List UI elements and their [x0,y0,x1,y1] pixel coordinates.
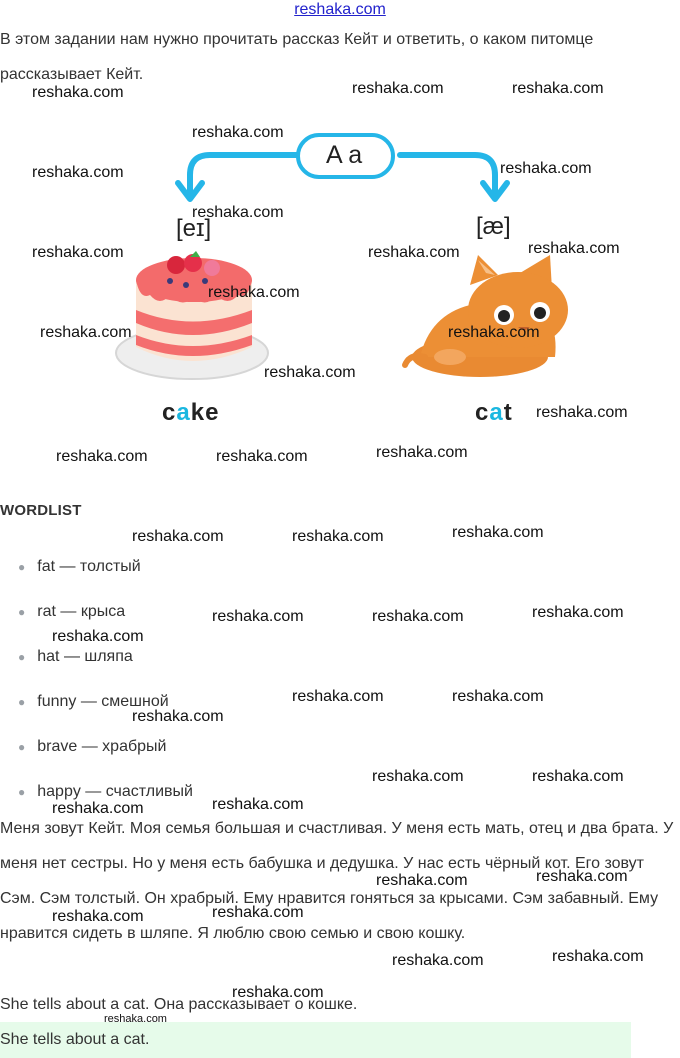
cat-icon [405,255,568,377]
watermark: reshaka.com [452,524,544,541]
watermark: reshaka.com [376,872,468,889]
watermark: reshaka.com [32,164,124,181]
watermark: reshaka.com [192,204,284,221]
watermark: reshaka.com [264,364,356,381]
watermark: reshaka.com [232,984,324,1001]
site-link[interactable]: reshaka.com [294,1,386,18]
list-item: ● funny — смешной [18,693,169,710]
word-cat: cat [475,399,513,426]
watermark: reshaka.com [372,608,464,625]
list-item: ● brave — храбрый [18,738,167,755]
watermark: reshaka.com [216,448,308,465]
watermark: reshaka.com [212,796,304,813]
list-item: ● hat — шляпа [18,648,133,665]
watermark: reshaka.com [32,84,124,101]
watermark: reshaka.com [132,528,224,545]
watermark: reshaka.com [292,528,384,545]
box-letters: A a [326,141,363,169]
watermark: reshaka.com [552,948,644,965]
watermark: reshaka.com [392,952,484,969]
list-item: ● rat — крыса [18,603,126,620]
intro-text: В этом задании нам нужно прочитать рассказ Кейт и ответить, о каком питомце рассказывает Кейт. [0,31,594,83]
watermark: reshaka.com [292,688,384,705]
watermark: reshaka.com [452,688,544,705]
watermark: reshaka.com [208,284,300,301]
watermark: reshaka.com [212,608,304,625]
watermark: reshaka.com [52,628,144,645]
list-item: ● fat — толстый [18,558,141,575]
word-cake: cake [162,399,220,426]
watermark: reshaka.com [132,708,224,725]
watermark: reshaka.com [532,604,624,621]
watermark: reshaka.com [212,904,304,921]
watermark: reshaka.com [536,868,628,885]
watermark: reshaka.com [372,768,464,785]
left-arrow-icon [190,155,300,195]
watermark: reshaka.com [104,1013,167,1025]
left-ipa: [eɪ] [176,215,212,242]
watermark: reshaka.com [536,404,628,421]
watermark: reshaka.com [368,244,460,261]
list-item: ● happy — счастливый [18,783,193,800]
story-text: Меня зовут Кейт. Моя семья большая и счастливая. У меня есть мать, отец и два брата. У меня нет сестры. Но у меня есть бабушка и дедушка. У нас есть чёрный кот. Его зовут Сэм. Сэм толстый. Он храбрый. Ему нравится гоняться за крысами. Сэм забавный. Ему нравится сидеть в шляпе. Я люблю свою семью и свою кошку. [0,820,674,942]
watermark: reshaka.com [532,768,624,785]
watermark: reshaka.com [448,324,540,341]
right-arrow-icon [400,155,495,195]
watermark: reshaka.com [528,240,620,257]
answer-line: She tells about a cat. Она рассказывает о кошке. [0,996,358,1013]
watermark: reshaka.com [500,160,592,177]
watermark: reshaka.com [192,124,284,141]
right-ipa: [æ] [476,213,511,240]
watermark: reshaka.com [512,80,604,97]
watermark: reshaka.com [352,80,444,97]
watermark: reshaka.com [52,908,144,925]
watermark: reshaka.com [376,444,468,461]
watermark: reshaka.com [56,448,148,465]
watermark: reshaka.com [52,800,144,817]
cake-icon [116,251,268,379]
wordlist-title: WORDLIST [0,502,82,519]
watermark: reshaka.com [40,324,132,341]
watermark: reshaka.com [32,244,124,261]
answer-box: She tells about a cat. [0,1022,631,1058]
